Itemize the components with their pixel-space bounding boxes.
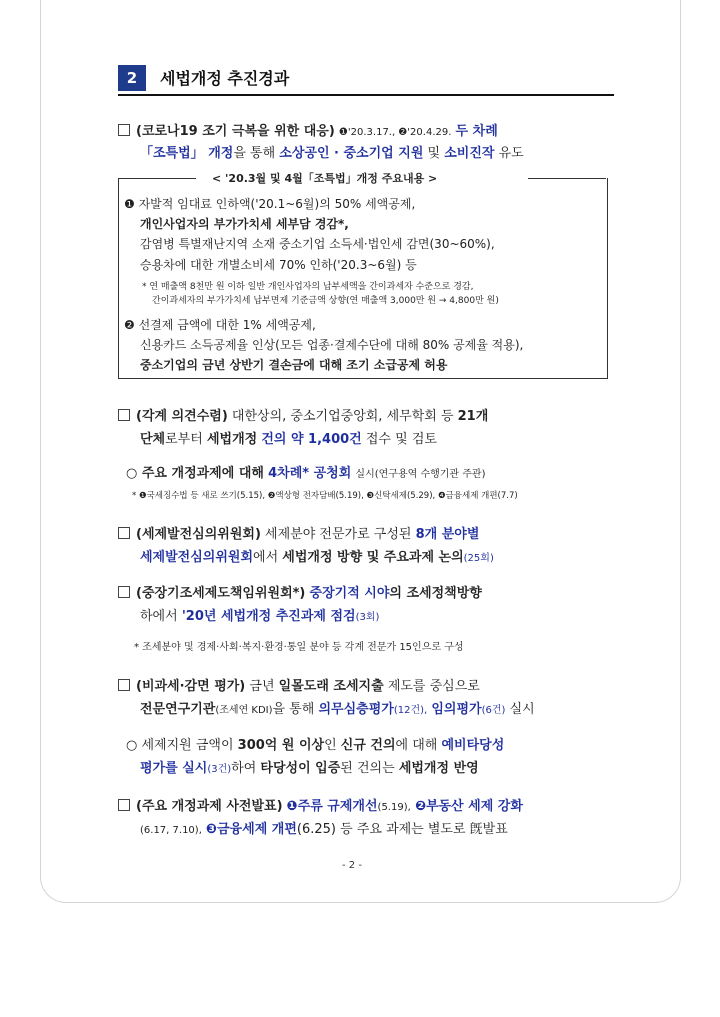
text-span: '20년 세법개정 추진과제 점검: [181, 609, 356, 624]
text-span: 21개: [457, 409, 489, 424]
prelim-line2: [140, 757, 479, 776]
text-span: 실시(연구용역 수행기관 주관): [355, 469, 486, 480]
text-span: (중장기조세제도책임위원회*): [136, 586, 306, 601]
text-span: 세법개정: [206, 432, 258, 447]
text-span: 소상공인 · 중소기업 지원: [279, 146, 424, 161]
text-span: 소비진작: [444, 146, 495, 161]
text-span: (조세연 KDI): [215, 705, 273, 716]
text-span: 및: [427, 146, 441, 161]
text-span: 타당성이 입증: [260, 761, 341, 776]
checkbox-square-icon: [118, 409, 130, 421]
text-span: 세법개정 반영: [398, 761, 479, 776]
text-span: 의 조세정책방향: [389, 586, 482, 601]
text-span: 단체: [140, 432, 166, 447]
midterm-line2: [140, 605, 379, 624]
text-span: (6.17, 7.10),: [140, 825, 202, 836]
box-p2-l1: ❷ 선결제 금액에 대한 1% 세액공제,: [124, 318, 316, 332]
text-span: 의무심층평가: [318, 702, 394, 717]
text-span: 을 통해: [233, 146, 276, 161]
text-span: (12건),: [393, 705, 428, 716]
box-top-border-left: [118, 178, 196, 179]
page-number: - 2 -: [342, 860, 362, 871]
announce-line2: [140, 818, 508, 837]
text-span: 예비타당성: [441, 738, 505, 753]
text-span: 8개 분야별: [415, 527, 480, 542]
text-span: ❶주류 규제개선: [286, 799, 378, 814]
hearing-note: * ❶국세징수법 등 새로 쓰기(5.15), ❷액상형 전자담배(5.19), ❸신탁세제(5.29), ❹금융세제 개편(7.7): [132, 491, 518, 501]
box-p1-l4: 승용차에 대한 개별소비세 70% 인하('20.3~6월) 등: [140, 258, 417, 272]
text-span: 에 대해: [395, 738, 438, 753]
text-span: 접수 및 검토: [365, 432, 437, 447]
corona-heading: (코로나19 조기 극복을 위한 대응): [136, 124, 335, 139]
text-span: 신규 건의: [340, 738, 396, 753]
box-p1-l2: 개인사업자의 부가가치세 세부담 경감*,: [140, 217, 349, 231]
box-note-l1: * 연 매출액 8천만 원 이하 일반 개인사업자의 납부세액을 간이과세자 수준으로 경감,: [142, 282, 474, 292]
text-span: (각계 의견수렴): [136, 409, 228, 424]
text-span: 300억 원 이상: [237, 738, 325, 753]
section-title: 세법개정 추진경과: [160, 69, 290, 88]
midterm-line1: [118, 582, 482, 601]
checkbox-square-icon: [118, 527, 130, 539]
text-span: 로부터: [165, 432, 203, 447]
text-span: 4차례* 공청회: [268, 466, 352, 481]
text-span: (3건): [207, 764, 232, 775]
text-span: 실시: [509, 702, 535, 717]
text-span: ❸금융세제 개편: [206, 822, 297, 837]
box-p1-l1: ❶ 자발적 임대료 인하액('20.1~6월)의 50% 세액공제,: [124, 197, 416, 211]
text-span: (5.19),: [377, 802, 411, 813]
committee-line1: [118, 523, 479, 542]
text-span: (25회): [463, 553, 494, 564]
text-span: 건의 약 1,400건: [261, 432, 362, 447]
box-p1-l3: 감염병 특별재난지역 소재 중소기업 소득세·법인세 감면(30~60%),: [140, 237, 495, 251]
section-number-badge: 2: [118, 65, 146, 91]
checkbox-square-icon: [118, 799, 130, 811]
text-span: 금년: [249, 679, 275, 694]
text-span: 세제분야 전문가로 구성된: [265, 527, 412, 542]
text-span: 세제발전심의위원회: [140, 550, 254, 565]
committee-line2: [140, 546, 494, 565]
prelim-line1: [126, 734, 504, 753]
text-span: 임의평가: [431, 702, 482, 717]
hearing-line: [126, 462, 486, 481]
corona-dates: ❶'20.3.17., ❷'20.4.29.: [338, 127, 452, 138]
text-span: 인: [324, 738, 337, 753]
text-span: 된 건의는: [340, 761, 395, 776]
corona-item-line1: [118, 120, 498, 139]
text-span: ○ 세제지원 금액이: [126, 738, 234, 753]
text-span: ○ 주요 개정과제에 대해: [126, 466, 264, 481]
box-p2-l3: 중소기업의 금년 상반기 결손금에 대해 조기 소급공제 허용: [140, 358, 448, 372]
opinion-line1: [118, 405, 488, 424]
evaluation-line1: [118, 675, 480, 694]
text-span: 「조특법」 개정: [140, 146, 234, 161]
text-span: 전문연구기관: [140, 702, 216, 717]
announce-line1: [118, 795, 523, 814]
text-span: 하여: [231, 761, 257, 776]
text-span: (세제발전심의위원회): [136, 527, 261, 542]
text-span: 세법개정 방향 및 주요과제 논의: [282, 550, 464, 565]
text-span: 하에서: [140, 609, 178, 624]
text-span: 을 통해: [272, 702, 315, 717]
text-span: (비과세·감면 평가): [136, 679, 246, 694]
text-span: 일몰도래 조세지출: [278, 679, 384, 694]
text-span: (3회): [355, 612, 380, 623]
checkbox-square-icon: [118, 124, 130, 136]
text-span: 평가를 실시: [140, 761, 208, 776]
midterm-note: * 조세분야 및 경제·사회·복지·환경·통일 분야 등 각계 전문가 15인으로 구성: [134, 642, 464, 653]
text-span: 유도: [498, 146, 524, 161]
box-note-l2: 간이과세자의 부가가치세 납부면제 기준금액 상향(연 매출액 3,000만 원 → 4,800만 원): [152, 296, 499, 306]
opinion-line2: [140, 428, 437, 447]
text-span: ❷부동산 세제 강화: [414, 799, 523, 814]
text-span: 대한상의, 중소기업중앙회, 세무학회 등: [231, 409, 454, 424]
box-top-border-right: [528, 178, 606, 179]
evaluation-line2: [140, 698, 535, 717]
text-span: 중장기적 시야: [309, 586, 390, 601]
title-underline: [118, 94, 614, 96]
text-span: (6건): [481, 705, 506, 716]
box-p2-l2: 신용카드 소득공제율 인상(모든 업종·결제수단에 대해 80% 공제율 적용),: [140, 338, 524, 352]
text-span: 에서: [253, 550, 279, 565]
text-span: 제도를 중심으로: [387, 679, 480, 694]
corona-item-line2: [140, 142, 524, 161]
checkbox-square-icon: [118, 586, 130, 598]
text-span: (주요 개정과제 사전발표): [136, 799, 283, 814]
corona-twice: 두 차례: [455, 124, 498, 139]
text-span: (6.25) 등 주요 과제는 별도로 旣발표: [296, 822, 508, 837]
checkbox-square-icon: [118, 679, 130, 691]
summary-box-title: < '20.3월 및 4월「조특법」개정 주요내용 >: [212, 172, 438, 185]
